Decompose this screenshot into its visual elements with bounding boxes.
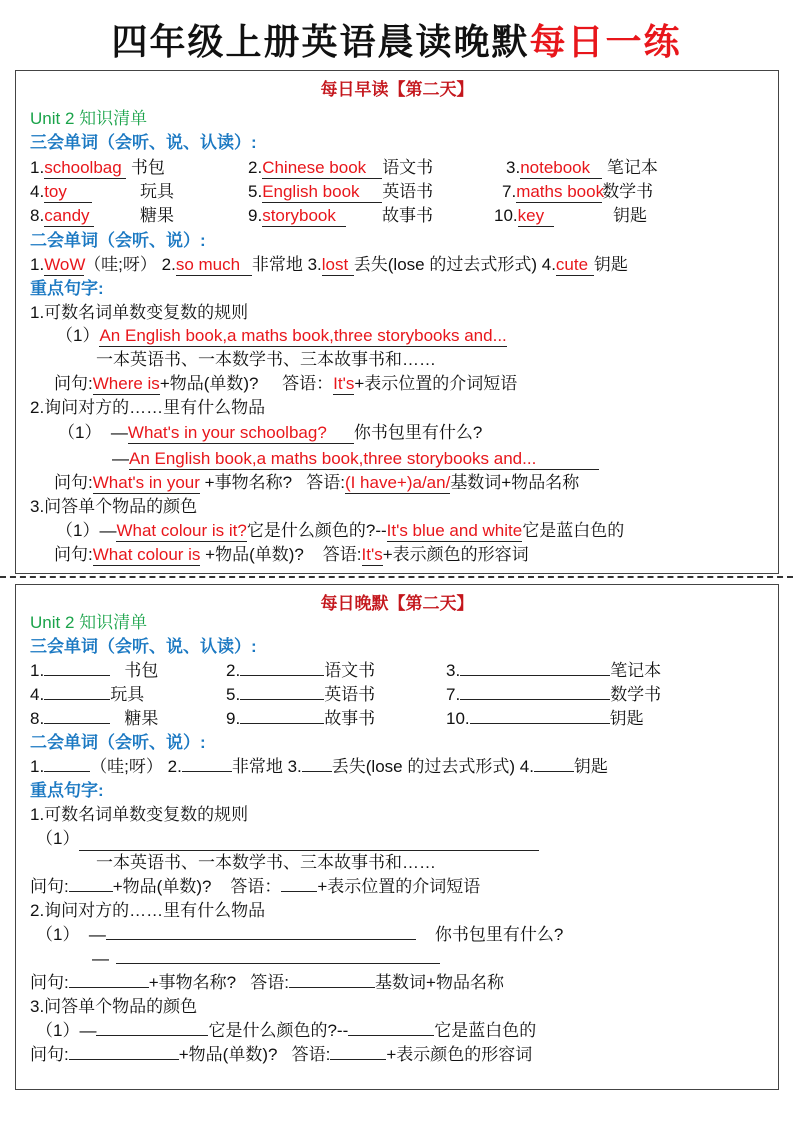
title-highlight: 每日一练 <box>529 21 682 62</box>
label: 答语： <box>282 374 334 393</box>
word-chinese: 故事书 <box>324 709 376 728</box>
word-number: 3. <box>287 757 302 776</box>
word-english: Chinese book <box>262 158 382 179</box>
answer-blank[interactable] <box>69 891 113 892</box>
question-pattern <box>30 972 504 994</box>
key-sentences-heading: 重点句字: <box>30 781 104 800</box>
dash: — <box>110 423 128 442</box>
evening-dictation-section <box>15 584 779 1090</box>
item-number: （1）— <box>36 1021 97 1040</box>
word-row <box>30 708 770 730</box>
word-chinese: 笔记本 <box>610 661 662 680</box>
dash: — <box>88 925 106 944</box>
answer-blank[interactable] <box>330 1059 386 1060</box>
answer-blank[interactable] <box>44 675 110 676</box>
word-chinese: 非常地 <box>251 255 303 274</box>
word-number: 2. <box>248 158 263 177</box>
rule-heading: 3.问答单个物品的颜色 <box>30 497 198 516</box>
word-english: cute <box>556 255 594 276</box>
label: 答语： <box>230 877 282 896</box>
two-skill-words-heading: 二会单词（会听、说）: <box>30 231 206 250</box>
word-chinese: 英语书 <box>382 182 434 201</box>
word-number: 4. <box>519 757 534 776</box>
page-title <box>0 14 793 65</box>
answer-blank[interactable] <box>302 771 332 772</box>
example-english: An English book,a maths book,three storybooks and... <box>99 326 507 345</box>
example-english: What colour is it? <box>116 521 247 540</box>
example-line <box>58 422 482 444</box>
answer-blank[interactable] <box>240 699 324 700</box>
answer-blank[interactable] <box>534 771 574 772</box>
word-chinese: 钥匙 <box>609 709 644 728</box>
rule-heading: 2.询问对方的……里有什么物品 <box>30 398 266 417</box>
pattern-english: Where is <box>92 374 160 393</box>
answer-blank[interactable] <box>106 939 416 940</box>
word-english: notebook <box>520 158 602 179</box>
question-pattern <box>54 472 579 494</box>
example-line <box>56 520 624 542</box>
label: 答语: <box>306 473 345 492</box>
label: 答语: <box>250 973 290 992</box>
morning-reading-section <box>15 70 779 574</box>
item-number: （1） <box>36 829 80 848</box>
example-chinese: 它是什么颜色的?-- <box>208 1021 349 1040</box>
word-row <box>30 756 608 778</box>
word-number: 5. <box>248 182 263 201</box>
word-chinese: （哇;呀） <box>84 255 157 274</box>
example-line <box>92 948 109 970</box>
label: 问句: <box>54 473 93 492</box>
word-number: 1. <box>30 757 45 776</box>
unit-title: Unit 2 知识清单 <box>30 613 148 632</box>
word-chinese: 英语书 <box>324 685 376 704</box>
rule-heading: 1.可数名词单数变复数的规则 <box>30 303 249 322</box>
word-number: 8. <box>30 709 45 728</box>
word-chinese: 玩具 <box>110 685 145 704</box>
word-number: 9. <box>226 709 241 728</box>
label: 答语: <box>291 1045 331 1064</box>
word-chinese: 糖果 <box>124 709 159 728</box>
three-skill-words-heading: 三会单词（会听、说、认读）: <box>30 133 257 152</box>
word-number: 1. <box>30 158 45 177</box>
word-chinese: 钥匙 <box>613 206 647 225</box>
answer-blank[interactable] <box>96 1035 208 1036</box>
answer-rest: +表示颜色的形容词 <box>382 545 529 564</box>
pattern-rest: +物品(单数)? <box>159 374 259 393</box>
word-row <box>30 181 770 203</box>
pattern-rest: +物品(单数)? <box>178 1045 278 1064</box>
word-english: lost <box>322 255 354 276</box>
unit-title: Unit 2 知识清单 <box>30 109 148 128</box>
word-chinese: 笔记本 <box>606 158 658 177</box>
pattern-english: What's in your <box>92 473 200 492</box>
word-number: 1. <box>30 255 45 274</box>
answer-blank[interactable] <box>79 828 539 851</box>
answer-blank[interactable] <box>44 771 90 772</box>
word-chinese: 故事书 <box>382 206 433 225</box>
example-line <box>36 924 563 946</box>
word-row <box>30 157 770 179</box>
word-chinese: 糖果 <box>140 206 174 225</box>
dash: — <box>112 449 129 468</box>
example-line <box>36 828 539 850</box>
example-line <box>36 1020 536 1042</box>
example-chinese: 你书包里有什么? <box>434 925 564 944</box>
item-number: （1） <box>36 925 80 944</box>
answer-blank[interactable] <box>240 675 324 676</box>
word-row <box>30 254 628 276</box>
word-number: 1. <box>30 661 45 680</box>
word-number: 7. <box>446 685 461 704</box>
pattern-rest: +事物名称? <box>204 473 293 492</box>
answer-blank[interactable] <box>44 699 110 700</box>
answer-blank[interactable] <box>460 675 610 676</box>
rule-heading: 3.问答单个物品的颜色 <box>30 997 198 1016</box>
word-english: WoW <box>44 255 86 274</box>
word-english: so much <box>176 255 252 276</box>
item-number: （1） <box>56 326 100 345</box>
word-english: toy <box>44 182 92 203</box>
word-number: 4. <box>541 255 556 274</box>
label: 答语: <box>322 545 362 564</box>
example-line <box>116 948 440 970</box>
answer-rest: +表示位置的介词短语 <box>354 374 518 393</box>
answer-blank[interactable] <box>69 987 149 988</box>
word-number: 2. <box>167 757 182 776</box>
word-number: 2. <box>226 661 241 680</box>
label: 问句: <box>54 374 93 393</box>
example-line <box>112 448 599 470</box>
word-chinese: 数学书 <box>610 685 662 704</box>
answer-blank[interactable] <box>182 771 232 772</box>
label: 问句: <box>30 877 69 896</box>
answer-english: It's <box>333 374 355 393</box>
word-chinese: 钥匙 <box>573 757 608 776</box>
word-row <box>30 684 770 706</box>
answer-chinese: 它是蓝白色的 <box>522 521 625 540</box>
example-chinese: 它是什么颜色的?-- <box>246 521 387 540</box>
word-row <box>30 205 770 227</box>
word-number: 3. <box>446 661 461 680</box>
word-number: 7. <box>502 182 517 201</box>
example-line <box>56 325 507 347</box>
label: 问句: <box>54 545 93 564</box>
dash: — <box>92 949 109 968</box>
answer-blank[interactable] <box>44 723 110 724</box>
word-chinese: 数学书 <box>602 182 654 201</box>
pattern-rest: +事物名称? <box>148 973 237 992</box>
key-sentences-heading: 重点句字: <box>30 279 104 298</box>
pattern-rest: +物品(单数)? <box>205 545 304 564</box>
question-pattern <box>30 876 480 898</box>
answer-rest: 基数词+物品名称 <box>450 473 580 492</box>
word-english: storybook <box>262 206 346 227</box>
answer-blank[interactable] <box>460 699 610 700</box>
word-english: key <box>518 206 554 227</box>
word-number: 8. <box>30 206 45 225</box>
word-english: English book <box>262 182 382 203</box>
answer-blank[interactable] <box>69 1059 179 1060</box>
answer-english: It's blue and white <box>386 521 523 540</box>
word-chinese: 语文书 <box>324 661 376 680</box>
example-english: What's in your schoolbag? <box>128 423 354 444</box>
word-english: schoolbag <box>44 158 126 179</box>
answer-blank[interactable] <box>348 1035 434 1036</box>
example-chinese: 你书包里有什么? <box>353 423 483 442</box>
word-number: 10. <box>494 206 518 225</box>
answer-rest: 基数词+物品名称 <box>375 973 504 992</box>
word-number: 3. <box>506 158 521 177</box>
example-translation: 一本英语书、一本数学书、三本故事书和…… <box>96 853 436 872</box>
word-chinese: 语文书 <box>382 158 434 177</box>
label: 问句: <box>30 973 69 992</box>
answer-english: It's <box>361 545 383 564</box>
pattern-rest: +物品(单数)? <box>112 877 212 896</box>
word-chinese: （哇;呀） <box>90 757 163 776</box>
answer-chinese: 它是蓝白色的 <box>434 1021 537 1040</box>
word-chinese: 丢失(lose 的过去式形式) <box>331 757 515 776</box>
example-translation: 一本英语书、一本数学书、三本故事书和…… <box>96 350 436 369</box>
word-number: 9. <box>248 206 263 225</box>
title-main: 四年级上册英语晨读晚默 <box>111 21 530 62</box>
answer-blank[interactable] <box>240 723 324 724</box>
three-skill-words-heading: 三会单词（会听、说、认读）: <box>30 637 257 656</box>
word-number: 2. <box>161 255 176 274</box>
word-chinese: 玩具 <box>140 182 174 201</box>
word-number: 10. <box>446 709 470 728</box>
answer-blank[interactable] <box>470 723 610 724</box>
rule-heading: 1.可数名词单数变复数的规则 <box>30 805 249 824</box>
answer-blank[interactable] <box>281 891 317 892</box>
word-chinese: 书包 <box>124 661 159 680</box>
two-skill-words-heading: 二会单词（会听、说）: <box>30 733 206 752</box>
example-english: An English book,a maths book,three storybooks and... <box>129 449 599 470</box>
pattern-english: What colour is <box>92 545 201 564</box>
word-english: maths book <box>516 182 605 201</box>
answer-rest: +表示颜色的形容词 <box>386 1045 533 1064</box>
answer-blank[interactable] <box>116 955 440 964</box>
word-chinese: 丢失(lose 的过去式形式) <box>353 255 537 274</box>
section-header: 每日晚默【第二天】 <box>320 594 474 613</box>
answer-rest: +表示位置的介词短语 <box>317 877 481 896</box>
word-row <box>30 660 770 682</box>
item-number: （1）— <box>56 521 117 540</box>
label: 问句: <box>30 1045 69 1064</box>
question-pattern <box>54 544 529 566</box>
word-chinese: 书包 <box>130 158 165 177</box>
answer-blank[interactable] <box>289 987 375 988</box>
word-number: 3. <box>307 255 322 274</box>
item-number: （1） <box>58 423 102 442</box>
word-chinese: 非常地 <box>231 757 283 776</box>
cut-line-divider <box>0 576 793 578</box>
word-number: 5. <box>226 685 241 704</box>
question-pattern <box>30 1044 532 1066</box>
answer-english: (I have+)a/an/ <box>344 473 451 492</box>
question-pattern <box>54 373 517 395</box>
rule-heading: 2.询问对方的……里有什么物品 <box>30 901 266 920</box>
word-chinese: 钥匙 <box>593 255 628 274</box>
word-english: candy <box>44 206 94 227</box>
word-number: 4. <box>30 685 45 704</box>
word-number: 4. <box>30 182 45 201</box>
section-header: 每日早读【第二天】 <box>320 80 474 99</box>
